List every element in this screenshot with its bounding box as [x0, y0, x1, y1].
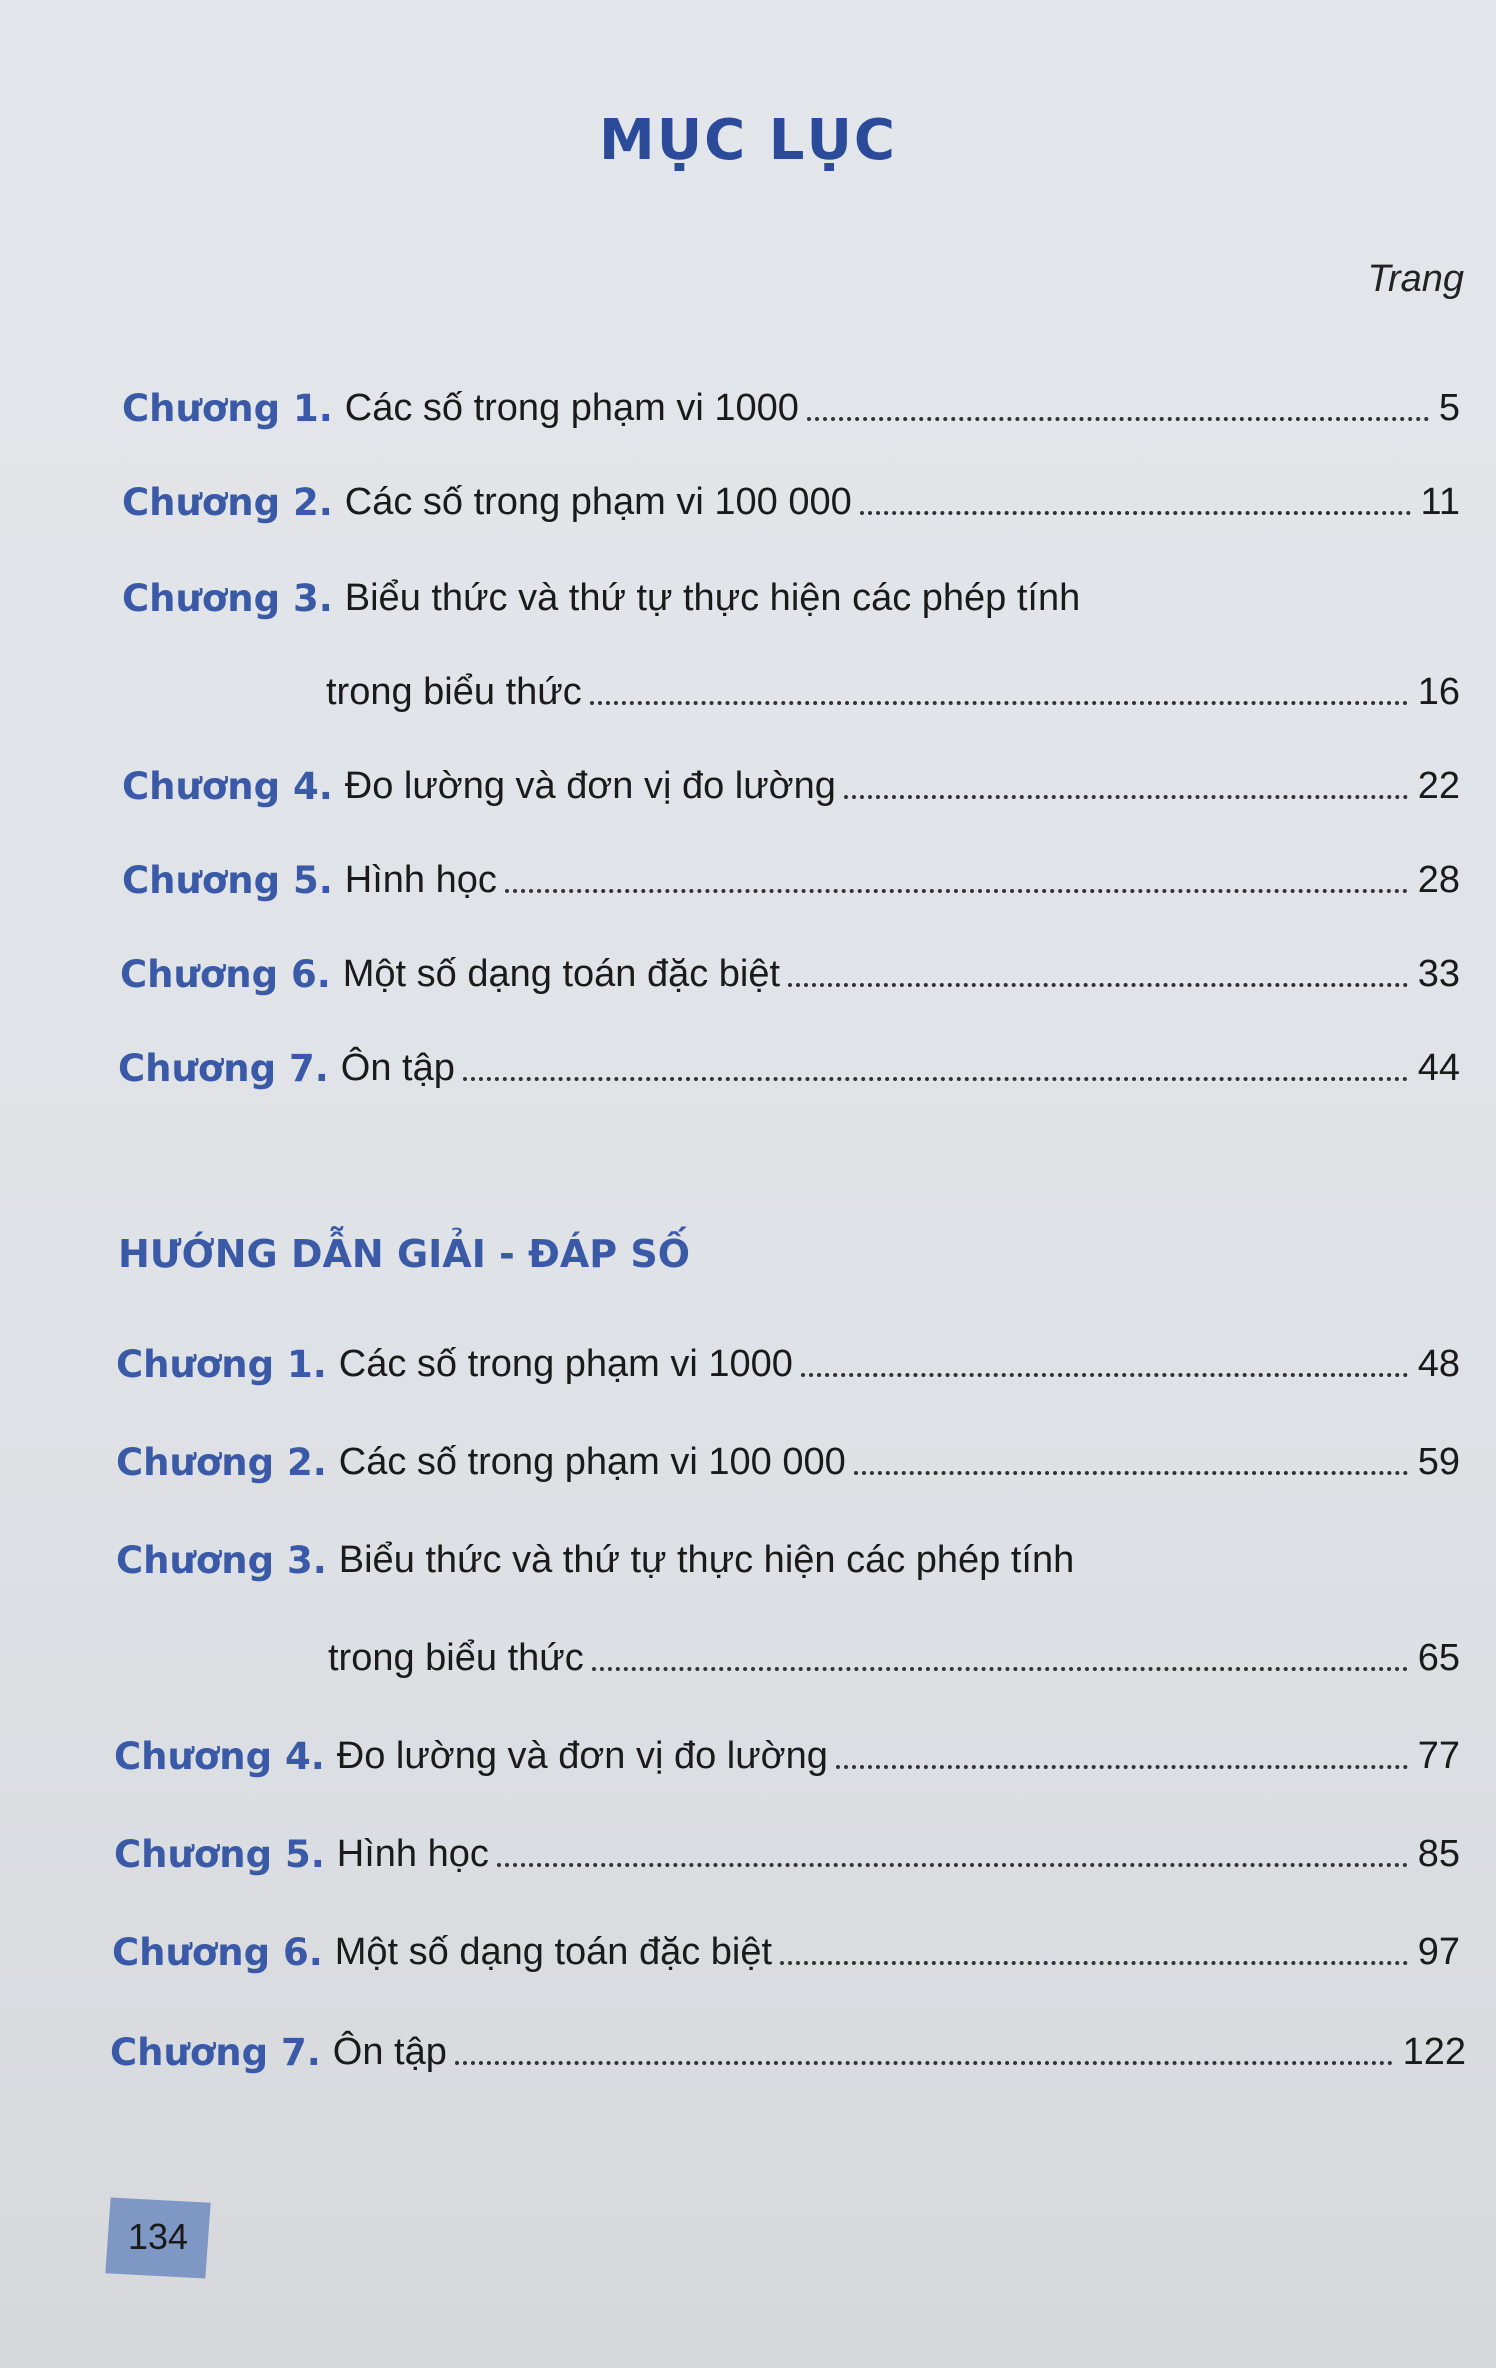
dot-leader	[836, 1765, 1408, 1769]
toc-entry-continuation[interactable]	[0, 654, 1496, 714]
dot-leader	[844, 795, 1408, 799]
chapter-label: Chương 7.	[118, 1047, 329, 1090]
toc-entry[interactable]	[0, 1522, 1496, 1582]
chapter-label: Chương 1.	[116, 1343, 327, 1386]
dot-leader	[807, 417, 1429, 421]
dot-leader	[590, 701, 1408, 705]
toc-entry[interactable]	[0, 936, 1496, 996]
chapter-label: Chương 6.	[120, 953, 331, 996]
page-ref: 16	[1417, 671, 1460, 713]
chapter-label: Chương 3.	[122, 577, 333, 620]
chapter-label: Chương 1.	[122, 387, 333, 430]
toc-entry[interactable]	[0, 464, 1496, 524]
page-ref: 28	[1417, 859, 1460, 901]
toc-entry[interactable]	[0, 748, 1496, 808]
chapter-title: Đo lường và đơn vị đo lường	[344, 765, 836, 807]
chapter-label: Chương 2.	[116, 1441, 327, 1484]
chapter-title: Ôn tập	[332, 2031, 447, 2073]
chapter-title: Các số trong phạm vi 1000	[344, 387, 799, 429]
section-heading: HƯỚNG DẪN GIẢI - ĐÁP SỐ	[118, 1232, 691, 1276]
page-number: 134	[127, 2216, 189, 2257]
chapter-title: Các số trong phạm vi 1000	[338, 1343, 793, 1385]
page-ref: 48	[1417, 1343, 1460, 1385]
toc-entry[interactable]	[0, 1326, 1496, 1386]
page-ref: 122	[1402, 2031, 1466, 2073]
toc-entry[interactable]	[0, 1718, 1496, 1778]
toc-entry-continuation[interactable]	[0, 1620, 1496, 1680]
chapter-title-continued: trong biểu thức	[326, 671, 582, 713]
chapter-label: Chương 5.	[122, 859, 333, 902]
dot-leader	[455, 2061, 1393, 2065]
toc-entry[interactable]	[0, 560, 1496, 620]
chapter-label: Chương 4.	[122, 765, 333, 808]
chapter-title: Hình học	[344, 859, 497, 901]
dot-leader	[801, 1373, 1408, 1377]
chapter-title: Đo lường và đơn vị đo lường	[336, 1735, 828, 1777]
chapter-title: Hình học	[336, 1833, 489, 1875]
chapter-title: Biểu thức và thứ tự thực hiện các phép tính	[344, 577, 1081, 619]
page-ref: 33	[1417, 953, 1460, 995]
toc-entry[interactable]	[0, 2014, 1496, 2074]
chapter-title: Một số dạng toán đặc biệt	[334, 1931, 773, 1973]
chapter-title: Các số trong phạm vi 100 000	[344, 481, 852, 523]
toc-entry[interactable]	[0, 842, 1496, 902]
page-ref: 59	[1417, 1441, 1460, 1483]
dot-leader	[780, 1961, 1408, 1965]
dot-leader	[854, 1471, 1408, 1475]
chapter-label: Chương 7.	[110, 2031, 321, 2074]
dot-leader	[497, 1863, 1408, 1867]
page-ref: 77	[1417, 1735, 1460, 1777]
page-column-label: Trang	[1367, 258, 1464, 300]
chapter-title: Biểu thức và thứ tự thực hiện các phép tính	[338, 1539, 1075, 1581]
dot-leader	[592, 1667, 1408, 1671]
chapter-label: Chương 3.	[116, 1539, 327, 1582]
chapter-label: Chương 4.	[114, 1735, 325, 1778]
page-ref: 85	[1417, 1833, 1460, 1875]
page-ref: 5	[1438, 387, 1460, 429]
page-title: MỤC LỤC	[598, 108, 898, 173]
page-ref: 65	[1417, 1637, 1460, 1679]
page-ref: 22	[1417, 765, 1460, 807]
toc-entry[interactable]	[0, 370, 1496, 430]
page-ref: 44	[1417, 1047, 1460, 1089]
chapter-label: Chương 2.	[122, 481, 333, 524]
chapter-label: Chương 6.	[112, 1931, 323, 1974]
page-ref: 11	[1420, 481, 1460, 523]
chapter-title-continued: trong biểu thức	[328, 1637, 584, 1679]
chapter-title: Một số dạng toán đặc biệt	[342, 953, 781, 995]
toc-entry[interactable]	[0, 1816, 1496, 1876]
chapter-label: Chương 5.	[114, 1833, 325, 1876]
dot-leader	[788, 983, 1408, 987]
page-ref: 97	[1417, 1931, 1460, 1973]
dot-leader	[860, 511, 1411, 515]
dot-leader	[505, 889, 1408, 893]
toc-entry[interactable]	[0, 1424, 1496, 1484]
chapter-title: Các số trong phạm vi 100 000	[338, 1441, 846, 1483]
chapter-title: Ôn tập	[340, 1047, 455, 1089]
toc-entry[interactable]	[0, 1030, 1496, 1090]
dot-leader	[463, 1077, 1408, 1081]
toc-entry[interactable]	[0, 1914, 1496, 1974]
